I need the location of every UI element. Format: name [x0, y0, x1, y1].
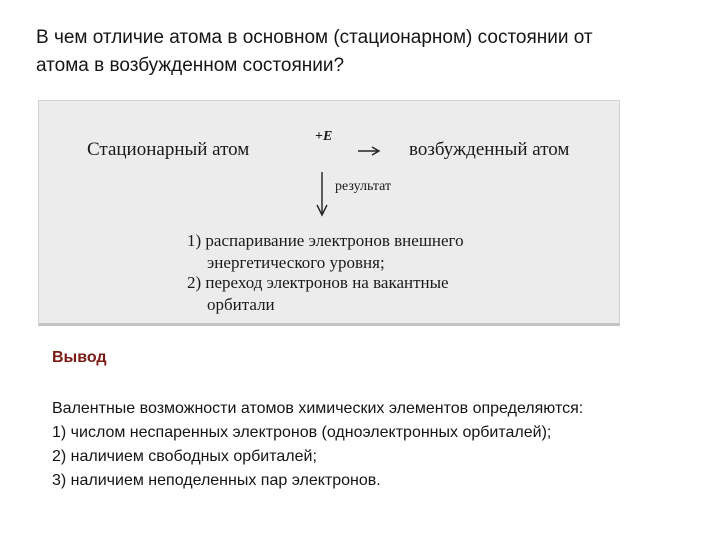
atom-state-diagram — [38, 100, 620, 326]
result-item-2: 2) переход электронов на вакантные — [187, 273, 449, 292]
conclusion-text — [52, 397, 712, 493]
result-label: результат — [335, 179, 392, 194]
result-item-2-continued: орбитали — [207, 295, 275, 314]
question-heading — [36, 24, 696, 80]
conclusion-intro: Валентные возможности атомов химических элементов определяются: — [52, 400, 584, 417]
conclusion-item: 3) наличием неподеленных пар электронов. — [52, 472, 381, 489]
right-arrow-icon — [357, 145, 381, 157]
energy-sign: + — [315, 129, 323, 144]
conclusion-item: 1) числом неспаренных электронов (одноэлектронных орбиталей); — [52, 424, 552, 441]
stationary-atom-label: Стационарный атом — [87, 139, 250, 160]
result-item-1-continued: энергетического уровня; — [207, 253, 385, 272]
excited-atom-label: возбужденный атом — [409, 139, 570, 160]
energy-label — [315, 129, 332, 145]
conclusion-item: 2) наличием свободных орбиталей; — [52, 448, 317, 465]
question-line-1: В чем отличие атома в основном (стационарном) состоянии от — [36, 27, 593, 48]
result-item-1: 1) распаривание электронов внешнего — [187, 231, 464, 250]
conclusion-title: Вывод — [52, 349, 107, 366]
down-arrow-icon — [315, 171, 329, 217]
question-line-2: атома в возбужденном состоянии? — [36, 55, 345, 76]
energy-variable: E — [322, 129, 333, 144]
